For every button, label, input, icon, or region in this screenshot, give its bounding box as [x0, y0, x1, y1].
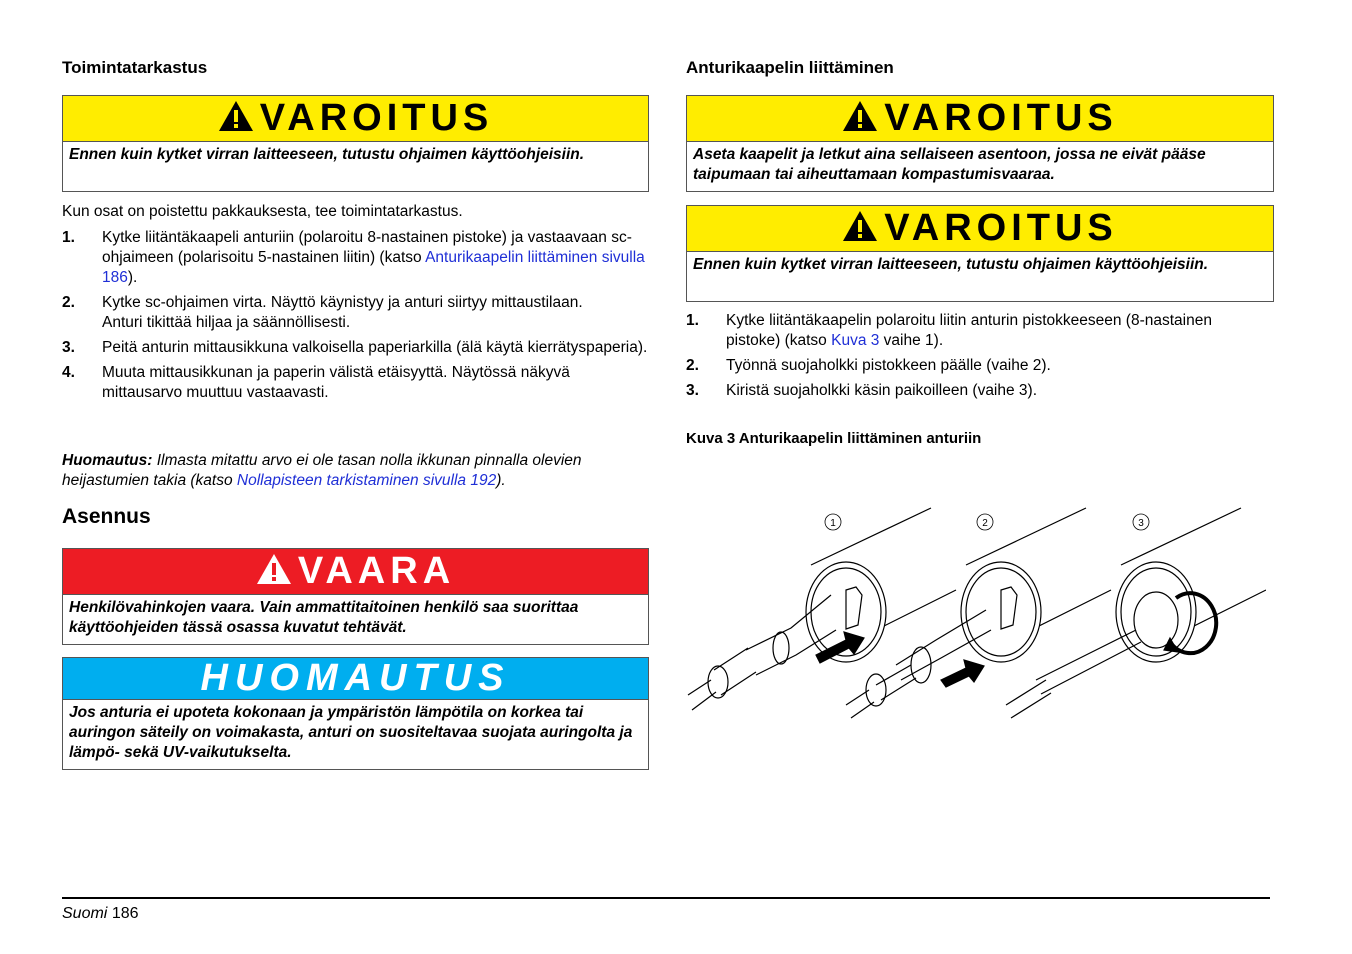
- list-item: [62, 293, 649, 333]
- warning-title: VAROITUS: [884, 207, 1118, 249]
- footer-rule: [62, 897, 1270, 899]
- warning-box-3: [686, 205, 1274, 302]
- danger-box: [62, 548, 649, 645]
- notice-header: HUOMAUTUS: [63, 658, 648, 700]
- step-text: Kytke liitäntäkaapeli anturiin (polaroitu 8-nastainen pistoke) ja vastaavaan sc-ohjaimeen (polarisoitu 5-nastainen liitin) (katso: [102, 229, 632, 266]
- step-number: 3.: [686, 382, 699, 399]
- list-item: [686, 311, 1246, 351]
- section-heading-installation: Asennus: [62, 505, 151, 528]
- danger-text: Henkilövahinkojen vaara. Vain ammattitaitoinen henkilö saa suorittaa käyttöohjeiden tässä osassa kuvatut tehtävät.: [69, 599, 579, 636]
- page-number: 186: [111, 905, 139, 922]
- danger-header: [63, 549, 648, 595]
- function-check-steps: [62, 228, 649, 408]
- warning-box-1: [62, 95, 649, 192]
- warning-text: Ennen kuin kytket virran laitteeseen, tutustu ohjaimen käyttöohjeisiin.: [69, 146, 585, 163]
- cross-reference-link[interactable]: Anturikaapelin liittäminen sivulla 186: [102, 249, 645, 286]
- step-text-end: ).: [127, 269, 138, 286]
- notice-text: Jos anturia ei upoteta kokonaan ja ympäristön lämpötila on korkea tai auringon säteily on voimakasta, anturi on suositeltavaa suojata auringolta ja lämpö- sekä UV-vaikutukselta.: [69, 704, 633, 761]
- list-item: [686, 356, 1246, 376]
- step-text-end: vaihe 1).: [879, 332, 944, 349]
- step-text: Kytke liitäntäkaapelin polaroitu liitin anturin pistokkeeseen (8-nastainen pistoke) (katso: [726, 312, 1212, 349]
- warning-triangle-icon: [256, 552, 292, 586]
- step-text: Työnnä suojaholkki pistokkeen päälle (vaihe 2).: [726, 357, 1051, 374]
- step-number: 2.: [686, 357, 699, 374]
- intro-paragraph: Kun osat on poistettu pakkauksesta, tee toimintatarkastus.: [62, 203, 463, 220]
- warning-header: [63, 96, 648, 142]
- step-text: Peitä anturin mittausikkuna valkoisella paperiarkilla (älä käytä kierrätyspaperia).: [102, 339, 648, 356]
- step-text: Kiristä suojaholkki käsin paikoilleen (vaihe 3).: [726, 382, 1038, 399]
- warning-title: VAROITUS: [884, 97, 1118, 139]
- step-text: Muuta mittausikkunan ja paperin välistä etäisyyttä. Näytössä näkyvä mittausarvo muuttuu vastaavasti.: [102, 364, 570, 401]
- note-paragraph: [62, 451, 649, 491]
- section-heading-cable-connection: Anturikaapelin liittäminen: [686, 58, 894, 77]
- figure-reference-link[interactable]: Kuva 3: [831, 332, 880, 349]
- note-label: Huomautus:: [62, 452, 153, 469]
- warning-header: [687, 96, 1273, 142]
- step-callout-1: 1: [830, 518, 836, 529]
- step-callout-3: 3: [1138, 518, 1144, 529]
- danger-title: VAARA: [297, 550, 456, 592]
- list-item: [62, 228, 649, 288]
- warning-title: VAROITUS: [259, 97, 494, 139]
- figure-caption: Kuva 3 Anturikaapelin liittäminen anturiin: [686, 430, 982, 447]
- note-text-end: ).: [496, 472, 506, 489]
- footer-language: Suomi: [62, 905, 108, 922]
- illustration-panel-3: [1006, 508, 1266, 718]
- cross-reference-link[interactable]: Nollapisteen tarkistaminen sivulla 192: [236, 472, 497, 489]
- cable-connection-steps: [686, 311, 1246, 406]
- warning-box-2: [686, 95, 1274, 192]
- step-text: Kytke sc-ohjaimen virta. Näyttö käynistyy ja anturi siirtyy mittaustilaan.: [102, 294, 583, 311]
- page-footer: [62, 905, 139, 923]
- step-number: 1.: [686, 312, 699, 329]
- step-number: 1.: [62, 229, 75, 246]
- step-callout-2: 2: [982, 518, 988, 529]
- warning-text: Ennen kuin kytket virran laitteeseen, tutustu ohjaimen käyttöohjeisiin.: [693, 256, 1209, 273]
- warning-triangle-icon: [842, 99, 878, 133]
- warning-text: Aseta kaapelit ja letkut aina sellaiseen asentoon, jossa ne eivät pääse taipumaan tai aiheuttamaan kompastumisvaaraa.: [693, 146, 1206, 183]
- step-number: 3.: [62, 339, 75, 356]
- step-callouts: [825, 514, 1149, 530]
- step-number: 2.: [62, 294, 75, 311]
- step-number: 4.: [62, 364, 75, 381]
- list-item: [686, 381, 1246, 401]
- list-item: [62, 338, 649, 358]
- note-text: Ilmasta mitattu arvo ei ole tasan nolla ikkunan pinnalla olevien heijastumien takia (katso: [62, 452, 582, 489]
- cable-connection-illustration: [686, 480, 1266, 725]
- warning-header: [687, 206, 1273, 252]
- warning-triangle-icon: [218, 99, 254, 133]
- notice-box: [62, 657, 649, 770]
- section-heading-function-check: Toimintatarkastus: [62, 58, 208, 77]
- warning-triangle-icon: [842, 209, 878, 243]
- step-subtext: Anturi tikittää hiljaa ja säännöllisesti.: [102, 314, 351, 331]
- list-item: [62, 363, 649, 403]
